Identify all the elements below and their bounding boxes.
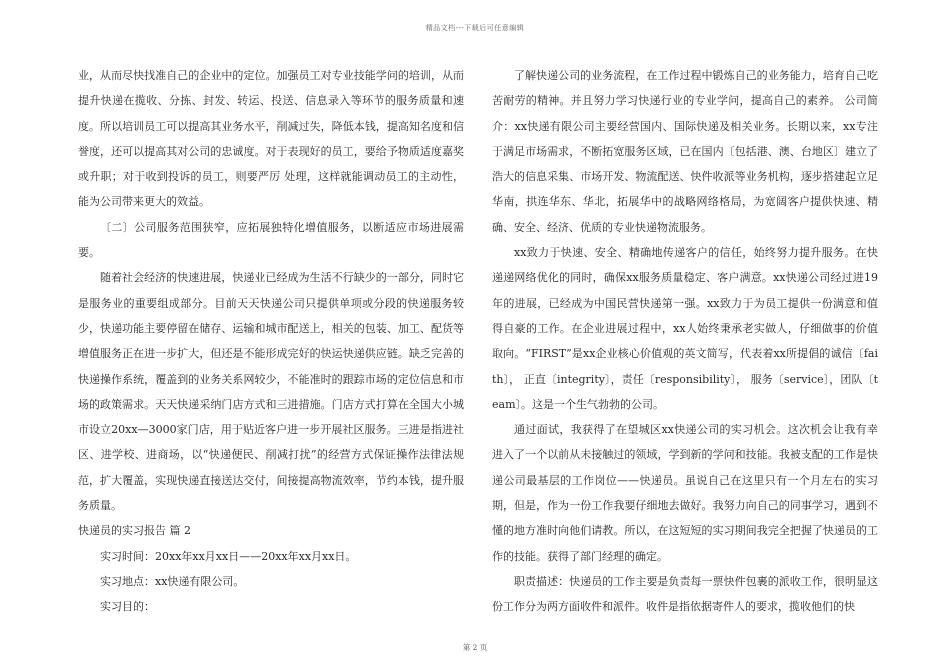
paragraph-company-values: xx致力于快速、安全、精确地传递客户的信任，始终努力提升服务。在快递递网络优化的同时，确保xx服务质量稳定、客户满意。xx快递公司经过进19年的进展，已经成为中国民营快递第一强。xx致力于为员工提供一份满意和值得自豪的工作。在企业进展过程中，xx人始终秉承老实做人，仔细做事的价值取向。“FIRST”是xx企业核心价值观的英文简写，代表着xx所提倡的诚信〔faith〕， 正直〔integrity〕，责任〔responsibility〕， 服务〔service〕，团队〔team〕。这是一个生气勃勃的公司。 bbox=[492, 246, 878, 411]
right-column bbox=[492, 63, 878, 620]
paragraph-market-development: 随着社会经济的快速进展，快递业已经成为生活不行缺少的一部分，同时它是服务业的重要组成部分。目前天天快递公司只提供单项或分段的快递服务较少，快递功能主要停留在储存、运输和城市配送上，相关的包装、加工、配货等增值服务正在进一步扩大，但还是不能形成完好的快运快递供应链。缺乏完善的快递操作系统，覆盖到的业务关系网较少，不能准时的跟踪市场的定位信息和市场的政策需求。天天快递采纳门店方式和三进措施。门店方式打算在全国大小城市设立20xx—3000家门店，用于贴近客户进一步开展社区服务。三进是指进社区、进学校、进商场，以“快递便民、削减打扰”的经营方式保证操作法律法规范，扩大覆盖，实现快递直接送达交付，间接提高物流效率，节约本钱，提升服务质量。 bbox=[78, 271, 464, 513]
left-column bbox=[78, 63, 464, 620]
paragraph-staff-training: 业，从而尽快找准自己的企业中的定位。加强员工对专业技能学问的培训，从而提升快递在揽收、分拣、封发、转运、投送、信息录入等环节的服务质量和速度。所以培训员工可以提高其业务水平，削减过失，降低本钱，提高知名度和信誉度，还可以提高其对公司的忠诚度。对于表现好的员工，要给予物质适度嘉奖或升职；对于收到投诉的员工，则要严厉 处理，这样就能调动员工的主动性，能为公司带来更大的效益。 bbox=[78, 69, 464, 209]
paragraph-interview: 通过面试，我获得了在望城区xx快递公司的实习机会。这次机会让我有幸进入了一个以前从未接触过的领域，学到新的学问和技能。我被支配的工作是快递公司最基层的工作岗位——快递员。虽说自己在这里只有一个月左右的实习期，但是，作为一份工作我要仔细地去做好。我努力向自己的同事学习，遇到不懂的地方准时向他们请教。所以，在这短短的实习期间我完全把握了快递员的工作的技能。获得了部门经理的确定。 bbox=[492, 423, 878, 563]
page-header: 精品文档---下载后可任意编辑 bbox=[425, 24, 525, 32]
paragraph-company-intro: 了解快递公司的业务流程，在工作过程中锻炼自己的业务能力，培育自己吃苦耐劳的精神。并且努力学习快递行业的专业学问，提高自己的素养。 公司简介：xx快递有限公司主要经营国内、国际快递及相关业务。长期以来，xx专注于满足市场需求，不断拓宽服务区域，已在国内〔包括港、澳、台地区〕建立了浩大的信息采集、市场开发、物流配送、快件收派等业务机构，逐步搭建起立足华南，拱连华东、华北，拓展华中的战略网络格局，为宽阔客户提供快速、精确、安全、经济、优质的专业快递物流服务。 bbox=[492, 69, 878, 234]
paragraph-internship-time: 实习时间：20xx年xx月xx日——20xx年xx月xx日。 bbox=[100, 549, 357, 563]
paragraph-job-description: 职责描述：快递员的工作主要是负责每一票快件包裹的派收工作，很明显这份工作分为两方面收件和派件。收件是指依据寄件人的要求，揽收他们的快 bbox=[492, 574, 878, 614]
paragraph-section-two-heading: 〔二〕公司服务范围狭窄，应拓展独特化增值服务，以断适应市场进展需要。 bbox=[78, 220, 464, 260]
page-number: 第 2 页 bbox=[462, 643, 488, 652]
paragraph-internship-purpose: 实习目的： bbox=[100, 600, 155, 614]
report-title: 快递员的实习报告 篇 2 bbox=[78, 524, 191, 538]
paragraph-internship-location: 实习地点：xx快递有限公司。 bbox=[100, 574, 245, 588]
